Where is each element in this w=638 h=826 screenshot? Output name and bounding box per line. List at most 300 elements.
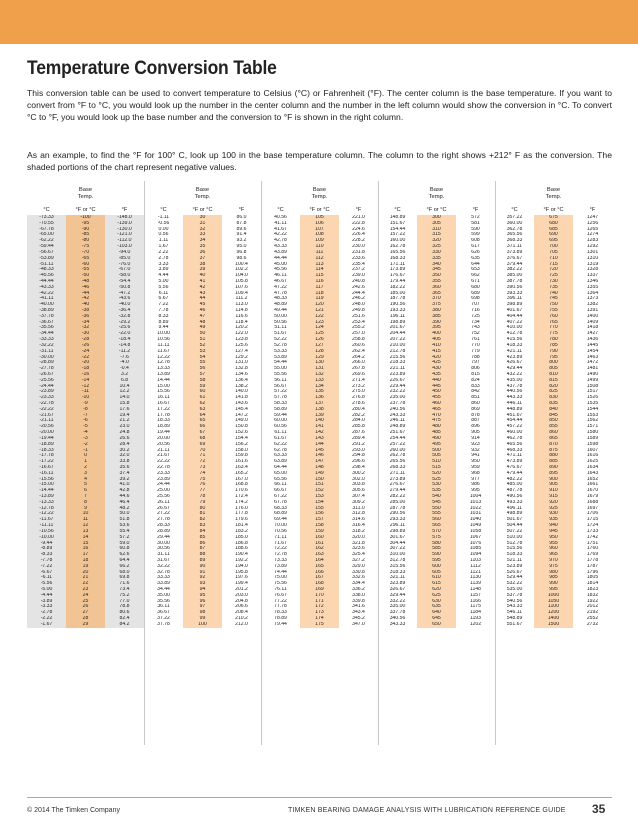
base-temp-cell: 28 bbox=[66, 616, 105, 622]
celsius-cell: 55.00 bbox=[274, 366, 287, 372]
fahrenheit-cell: 212.0 bbox=[235, 621, 248, 627]
celsius-cell: 385.00 bbox=[506, 273, 523, 279]
fahrenheit-cell: -112.0 bbox=[105, 238, 144, 244]
celsius-column-label: °C bbox=[511, 207, 518, 213]
celsius-cell: -1.11 bbox=[157, 215, 170, 220]
celsius-cell: 440.56 bbox=[506, 389, 523, 395]
fahrenheit-cell: 599 bbox=[471, 232, 480, 238]
celsius-cell: -15.00 bbox=[27, 482, 66, 488]
fahrenheit-cell: 104.0 bbox=[235, 273, 248, 279]
base-temp-cell: 565 bbox=[417, 523, 456, 529]
fahrenheit-cell: 177.8 bbox=[235, 511, 248, 517]
fahrenheit-cell: 284.0 bbox=[352, 418, 365, 424]
celsius-cell: 43.89 bbox=[274, 249, 287, 255]
celsius-cell: 75.00 bbox=[274, 575, 287, 581]
table-row bbox=[495, 622, 612, 628]
base-temp-cell: 700 bbox=[534, 244, 573, 250]
fahrenheit-cell: 905 bbox=[471, 430, 480, 436]
base-temp-cell: 57 bbox=[183, 372, 222, 378]
celsius-cell: 23.33 bbox=[157, 470, 170, 476]
celsius-column-label: °C bbox=[394, 207, 401, 213]
fahrenheit-cell: 230.0 bbox=[352, 244, 365, 250]
fahrenheit-cell: 761 bbox=[471, 337, 480, 343]
base-temp-cell: -42 bbox=[66, 296, 105, 302]
fahrenheit-cell: 1094 bbox=[469, 552, 482, 558]
base-temp-cell: 425 bbox=[417, 360, 456, 366]
fahrenheit-cell: 1787 bbox=[586, 563, 599, 569]
base-temp-cell: 795 bbox=[534, 355, 573, 361]
base-temp-cell: 138 bbox=[300, 407, 339, 413]
fahrenheit-cell: 15.8 bbox=[105, 401, 144, 407]
base-temp-cell: 620 bbox=[417, 587, 456, 593]
celsius-cell: -11.67 bbox=[27, 517, 66, 523]
base-temp-cell: 164 bbox=[300, 558, 339, 564]
fahrenheit-cell: -7.6 bbox=[105, 355, 144, 361]
fahrenheit-cell: 258.8 bbox=[352, 337, 365, 343]
base-temp-cell: 41 bbox=[183, 279, 222, 285]
fahrenheit-cell: 122.0 bbox=[235, 331, 248, 337]
base-temp-cell: 38 bbox=[183, 262, 222, 268]
celsius-cell: 11.67 bbox=[157, 348, 170, 354]
fahrenheit-cell: 237.2 bbox=[352, 267, 365, 273]
celsius-cell: 512.78 bbox=[506, 540, 523, 546]
fahrenheit-cell: 24.8 bbox=[105, 430, 144, 436]
fahrenheit-cell: 114.8 bbox=[235, 308, 248, 313]
fahrenheit-cell: 156.2 bbox=[235, 441, 248, 447]
base-temp-cell: 685 bbox=[534, 227, 573, 233]
celsius-cell: -3.89 bbox=[27, 599, 66, 605]
base-temp-cell: 435 bbox=[417, 372, 456, 378]
celsius-cell: 53.89 bbox=[274, 354, 287, 360]
fahrenheit-cell: 309.2 bbox=[352, 499, 365, 505]
fahrenheit-cell: 1040 bbox=[469, 517, 482, 523]
base-temp-cell: 130 bbox=[300, 360, 339, 366]
base-temp-cell: 875 bbox=[534, 448, 573, 454]
base-temp-cell: 113 bbox=[300, 262, 339, 268]
fahrenheit-cell: -0.4 bbox=[105, 366, 144, 372]
fahrenheit-cell: 143.6 bbox=[235, 401, 248, 406]
celsius-cell: 66.67 bbox=[274, 488, 287, 494]
base-temp-cell: 126 bbox=[300, 337, 339, 343]
fahrenheit-cell: 1463 bbox=[586, 354, 599, 360]
fahrenheit-cell: 118.4 bbox=[235, 319, 248, 325]
fahrenheit-cell: 1121 bbox=[470, 569, 481, 575]
fahrenheit-cell: 300.2 bbox=[352, 470, 365, 476]
celsius-cell: 393.33 bbox=[506, 290, 523, 296]
fahrenheit-cell: 127.4 bbox=[235, 348, 248, 354]
celsius-cell: 323.89 bbox=[389, 581, 406, 587]
fahrenheit-cell: 977 bbox=[471, 476, 480, 482]
fahrenheit-cell: 590 bbox=[471, 226, 480, 232]
base-temp-cell: 340 bbox=[417, 262, 456, 268]
fahrenheit-cell: 190.4 bbox=[235, 552, 248, 558]
base-column-label: °F or °C bbox=[192, 207, 213, 213]
fahrenheit-cell: 33.8 bbox=[105, 459, 144, 465]
base-temp-cell: -5 bbox=[66, 424, 105, 430]
celsius-cell: 65.56 bbox=[274, 476, 287, 482]
base-temp-cell: 90 bbox=[183, 564, 222, 570]
fahrenheit-cell: 203.0 bbox=[235, 592, 248, 598]
celsius-cell: 37.78 bbox=[157, 621, 170, 627]
celsius-cell: -16.67 bbox=[27, 465, 66, 471]
celsius-cell: 50.00 bbox=[274, 313, 287, 319]
celsius-cell: 254.44 bbox=[389, 435, 406, 441]
fahrenheit-cell: 77.0 bbox=[105, 599, 144, 605]
table-row bbox=[378, 622, 495, 628]
celsius-cell: 63.33 bbox=[274, 453, 287, 459]
celsius-cell: -27.78 bbox=[27, 366, 66, 372]
base-temp-cell: -16 bbox=[66, 372, 105, 378]
base-temp-cell: 69 bbox=[183, 442, 222, 448]
fahrenheit-cell: 1364 bbox=[586, 290, 599, 296]
fahrenheit-cell: 932 bbox=[471, 447, 480, 453]
base-temp-cell: 1000 bbox=[534, 593, 573, 599]
base-temp-cell: 13 bbox=[66, 529, 105, 535]
fahrenheit-cell: -130.0 bbox=[105, 227, 144, 233]
celsius-cell: 45.00 bbox=[274, 261, 287, 267]
base-temp-cell: 61 bbox=[183, 395, 222, 401]
base-temp-cell: 81 bbox=[183, 511, 222, 517]
celsius-cell: 15.00 bbox=[157, 383, 170, 389]
base-temp-cell: 35 bbox=[183, 244, 222, 250]
base-temp-cell: 960 bbox=[534, 546, 573, 552]
fahrenheit-cell: 95.0 bbox=[236, 244, 247, 250]
celsius-cell: -8.89 bbox=[27, 546, 66, 552]
fahrenheit-cell: 1031 bbox=[469, 511, 482, 517]
base-temp-cell: 55 bbox=[183, 360, 222, 366]
celsius-cell: 223.89 bbox=[389, 371, 406, 377]
base-temp-cell: 770 bbox=[534, 325, 573, 331]
celsius-cell: 48.33 bbox=[274, 296, 287, 302]
base-temp-cell: 34 bbox=[183, 238, 222, 244]
celsius-cell: 9.44 bbox=[158, 325, 169, 331]
celsius-cell: 168.33 bbox=[389, 255, 406, 261]
celsius-cell: -53.89 bbox=[27, 256, 66, 262]
celsius-cell: 446.11 bbox=[506, 401, 523, 406]
celsius-cell: 2.78 bbox=[158, 255, 169, 261]
celsius-cell: -18.33 bbox=[27, 448, 66, 454]
base-temp-cell: 545 bbox=[417, 500, 456, 506]
celsius-cell: 418.33 bbox=[506, 342, 523, 348]
celsius-cell: 382.22 bbox=[506, 267, 523, 273]
celsius-cell: 476.67 bbox=[506, 464, 523, 470]
fahrenheit-cell: 986 bbox=[471, 482, 480, 488]
fahrenheit-cell: 260.6 bbox=[352, 342, 365, 348]
fahrenheit-cell: 192.2 bbox=[235, 557, 248, 563]
fahrenheit-cell: 734 bbox=[471, 319, 480, 325]
celsius-cell: 426.67 bbox=[506, 360, 523, 366]
base-temp-cell: -32 bbox=[66, 325, 105, 331]
fahrenheit-cell: 134.6 bbox=[235, 371, 248, 377]
base-temp-cell: 63 bbox=[183, 407, 222, 413]
base-temp-cell: 147 bbox=[300, 459, 339, 465]
base-temp-cell: 690 bbox=[534, 232, 573, 238]
celsius-cell: 196.11 bbox=[389, 313, 406, 319]
base-temp-cell: 21 bbox=[66, 575, 105, 581]
base-temp-cell: 755 bbox=[534, 308, 573, 314]
base-temp-cell: -50 bbox=[66, 273, 105, 279]
base-temp-cell: 780 bbox=[534, 337, 573, 343]
celsius-cell: 523.89 bbox=[506, 563, 523, 569]
fahrenheit-cell: 289.4 bbox=[352, 435, 365, 441]
celsius-cell: 35.56 bbox=[157, 598, 170, 604]
celsius-cell: 540.56 bbox=[506, 598, 523, 604]
table-group-header bbox=[261, 181, 378, 213]
celsius-cell: 340.56 bbox=[389, 616, 406, 622]
fahrenheit-cell: 1013 bbox=[469, 499, 482, 505]
fahrenheit-cell: 12.2 bbox=[105, 389, 144, 395]
base-temp-cell: 415 bbox=[417, 349, 456, 355]
base-temp-cell: 810 bbox=[534, 372, 573, 378]
celsius-cell: 246.11 bbox=[389, 418, 406, 424]
celsius-cell: -40.00 bbox=[27, 302, 66, 308]
celsius-cell: 56.67 bbox=[274, 383, 287, 389]
celsius-cell: 28.33 bbox=[157, 523, 170, 529]
fahrenheit-cell: 3.2 bbox=[105, 372, 144, 378]
base-temp-cell: 920 bbox=[534, 500, 573, 506]
base-temp-cell: 355 bbox=[417, 279, 456, 285]
celsius-cell: 0.00 bbox=[158, 226, 169, 232]
base-temp-cell: 490 bbox=[417, 436, 456, 442]
base-temp-cell: 64 bbox=[183, 413, 222, 419]
base-temp-cell: 370 bbox=[417, 296, 456, 302]
celsius-cell: 496.11 bbox=[506, 505, 523, 511]
fahrenheit-cell: 278.6 bbox=[352, 401, 365, 406]
base-temp-cell: 430 bbox=[417, 366, 456, 372]
base-temp-cell: 310 bbox=[417, 227, 456, 233]
celsius-cell: -21.67 bbox=[27, 413, 66, 419]
base-temp-cell: -14 bbox=[66, 378, 105, 384]
fahrenheit-cell: 163.4 bbox=[235, 464, 248, 470]
fahrenheit-cell: 140.0 bbox=[235, 389, 248, 395]
base-temp-cell: 880 bbox=[534, 453, 573, 459]
fahrenheit-cell: 69.8 bbox=[105, 575, 144, 581]
celsius-cell: 279.44 bbox=[389, 488, 406, 494]
celsius-cell: 335.00 bbox=[389, 604, 406, 610]
fahrenheit-cell: 1643 bbox=[586, 470, 599, 476]
base-temp-cell: 100 bbox=[183, 622, 222, 628]
intro-paragraph: This conversion table can be used to convert temperature to Celsius (°C) or Fahrenheit (°F). The center column is the base temperature. If you want to convert from °F to °C, you would look up the number in the center column and the number in the left column would show the conversion in °C. To convert °C to °F, you would look up the base number and the conversion to °F is shown in the right column. bbox=[27, 88, 612, 122]
fahrenheit-cell: 1580 bbox=[586, 430, 599, 436]
base-temp-cell: 330 bbox=[417, 250, 456, 256]
base-temp-cell: 740 bbox=[534, 291, 573, 297]
fahrenheit-cell: 298.4 bbox=[352, 464, 365, 470]
celsius-cell: -26.67 bbox=[27, 372, 66, 378]
celsius-cell: -23.89 bbox=[27, 389, 66, 395]
base-temp-cell: 790 bbox=[534, 349, 573, 355]
celsius-cell: 69.44 bbox=[274, 517, 287, 523]
base-temp-cell: 630 bbox=[417, 599, 456, 605]
celsius-cell: 365.56 bbox=[506, 232, 523, 238]
celsius-cell: 7.78 bbox=[158, 308, 169, 313]
celsius-cell: 34.44 bbox=[157, 587, 170, 592]
celsius-cell: 185.00 bbox=[389, 290, 406, 296]
base-temp-cell: 625 bbox=[417, 593, 456, 599]
celsius-cell: 551.67 bbox=[506, 621, 523, 627]
celsius-cell: 35.00 bbox=[157, 592, 170, 598]
fahrenheit-cell: 1445 bbox=[586, 342, 599, 348]
base-temp-cell: 75 bbox=[183, 477, 222, 483]
fahrenheit-cell: 80.6 bbox=[105, 610, 144, 616]
celsius-cell: 26.11 bbox=[157, 499, 170, 505]
base-temp-cell: -70 bbox=[66, 250, 105, 256]
fahrenheit-cell: 154.4 bbox=[235, 435, 248, 441]
fahrenheit-cell: 644 bbox=[471, 261, 480, 267]
fahrenheit-cell: 662 bbox=[471, 273, 480, 279]
base-temp-cell: 54 bbox=[183, 355, 222, 361]
base-temp-cell: 146 bbox=[300, 453, 339, 459]
top-color-band bbox=[0, 0, 638, 44]
fahrenheit-cell: 1301 bbox=[586, 249, 599, 255]
fahrenheit-cell: 343.4 bbox=[352, 610, 365, 616]
base-temp-cell: 860 bbox=[534, 430, 573, 436]
fahrenheit-cell: 89.6 bbox=[236, 226, 247, 232]
base-temp-cell: -28 bbox=[66, 337, 105, 343]
fahrenheit-cell: 303.8 bbox=[352, 482, 365, 488]
celsius-cell: 24.44 bbox=[157, 482, 170, 488]
celsius-cell: -6.67 bbox=[27, 570, 66, 576]
group-divider bbox=[261, 181, 262, 745]
base-temp-cell: 59 bbox=[183, 384, 222, 390]
base-temp-cell: 67 bbox=[183, 430, 222, 436]
celsius-cell: 8.33 bbox=[158, 313, 169, 319]
base-temp-cell: 405 bbox=[417, 337, 456, 343]
fahrenheit-cell: 347.0 bbox=[352, 621, 365, 627]
base-temp-cell: 149 bbox=[300, 471, 339, 477]
celsius-cell: 296.11 bbox=[389, 523, 406, 529]
base-temp-cell: 85 bbox=[183, 535, 222, 541]
celsius-cell: 37.22 bbox=[157, 616, 170, 622]
base-temp-cell: 31 bbox=[183, 221, 222, 227]
fahrenheit-cell: 294.8 bbox=[352, 453, 365, 459]
celsius-cell: -19.44 bbox=[27, 436, 66, 442]
base-temp-cell: 140 bbox=[300, 418, 339, 424]
fahrenheit-cell: 62.6 bbox=[105, 552, 144, 558]
fahrenheit-cell: 244.4 bbox=[352, 290, 365, 296]
base-temp-cell: 365 bbox=[417, 291, 456, 297]
fahrenheit-cell: -54.4 bbox=[105, 279, 144, 285]
fahrenheit-cell: 1103 bbox=[470, 557, 481, 563]
fahrenheit-cell: 159.8 bbox=[235, 453, 248, 459]
fahrenheit-cell: 131.0 bbox=[235, 360, 248, 366]
base-temp-cell: 133 bbox=[300, 378, 339, 384]
base-temp-cell: 151 bbox=[300, 482, 339, 488]
celsius-cell: 17.78 bbox=[157, 412, 170, 418]
base-temp-cell: 7 bbox=[66, 494, 105, 500]
base-temp-cell: 560 bbox=[417, 517, 456, 523]
celsius-cell: 68.33 bbox=[274, 505, 287, 511]
base-temp-cell: -48 bbox=[66, 279, 105, 285]
celsius-cell: 251.67 bbox=[389, 430, 406, 436]
base-temp-cell: 22 bbox=[66, 581, 105, 587]
celsius-cell: 14.44 bbox=[157, 377, 170, 383]
base-temp-cell: 65 bbox=[183, 418, 222, 424]
celsius-cell: 2.22 bbox=[158, 249, 169, 255]
base-temp-cell: 455 bbox=[417, 395, 456, 401]
fahrenheit-cell: 1418 bbox=[586, 325, 599, 331]
fahrenheit-cell: 887 bbox=[471, 418, 480, 424]
base-temp-cell: 1100 bbox=[534, 604, 573, 610]
celsius-cell: 0.56 bbox=[158, 232, 169, 238]
fahrenheit-cell: 617 bbox=[471, 244, 480, 250]
fahrenheit-cell: 1049 bbox=[469, 523, 482, 529]
celsius-cell: 379.44 bbox=[506, 261, 523, 267]
fahrenheit-cell: 1346 bbox=[586, 278, 599, 284]
fahrenheit-cell: 206.6 bbox=[235, 604, 248, 610]
celsius-cell: 77.78 bbox=[274, 604, 287, 610]
celsius-cell: 232.22 bbox=[389, 389, 406, 395]
fahrenheit-cell: 959 bbox=[471, 464, 480, 470]
base-temp-cell: 6 bbox=[66, 488, 105, 494]
fahrenheit-cell: 123.8 bbox=[235, 337, 248, 343]
fahrenheit-cell: 233.6 bbox=[352, 255, 365, 261]
celsius-cell: 526.67 bbox=[506, 569, 523, 575]
fahrenheit-cell: 1274 bbox=[586, 232, 599, 238]
celsius-cell: 8.89 bbox=[158, 319, 169, 325]
celsius-cell: 343.33 bbox=[389, 621, 406, 627]
base-temp-cell: 320 bbox=[417, 238, 456, 244]
base-temp-cell: 0 bbox=[66, 453, 105, 459]
fahrenheit-cell: 235.4 bbox=[352, 261, 365, 267]
celsius-cell: -12.78 bbox=[27, 506, 66, 512]
base-temp-cell: 725 bbox=[534, 273, 573, 279]
fahrenheit-cell: -18.4 bbox=[105, 337, 144, 343]
base-temp-cell: 27 bbox=[66, 610, 105, 616]
celsius-cell: 276.67 bbox=[389, 482, 406, 488]
base-temp-cell: 840 bbox=[534, 407, 573, 413]
celsius-cell: 290.56 bbox=[389, 511, 406, 517]
base-temp-cell: 155 bbox=[300, 506, 339, 512]
base-temp-cell: 152 bbox=[300, 488, 339, 494]
fahrenheit-cell: 1553 bbox=[586, 412, 599, 418]
celsius-cell: 3.89 bbox=[158, 267, 169, 273]
fahrenheit-cell: 53.6 bbox=[105, 523, 144, 529]
celsius-cell: 218.33 bbox=[389, 360, 406, 366]
celsius-cell: 60.00 bbox=[274, 418, 287, 424]
celsius-cell: -37.78 bbox=[27, 314, 66, 320]
celsius-cell: 1.67 bbox=[158, 244, 169, 250]
celsius-cell: 226.67 bbox=[389, 377, 406, 383]
celsius-cell: 429.44 bbox=[506, 366, 523, 372]
base-temp-cell: 95 bbox=[183, 593, 222, 599]
base-temp-cell: 110 bbox=[300, 244, 339, 250]
fahrenheit-cell: 224.6 bbox=[352, 226, 365, 232]
base-temp-cell: 52 bbox=[183, 343, 222, 349]
fahrenheit-cell: 1373 bbox=[586, 296, 599, 302]
celsius-cell: 304.44 bbox=[389, 540, 406, 546]
fahrenheit-cell: 1607 bbox=[586, 447, 599, 453]
fahrenheit-cell: 188.6 bbox=[235, 546, 248, 552]
fahrenheit-cell: 255.2 bbox=[352, 325, 365, 331]
base-temp-cell: 48 bbox=[183, 320, 222, 326]
celsius-cell: 78.89 bbox=[274, 616, 287, 622]
fahrenheit-cell: 17.6 bbox=[105, 407, 144, 413]
fahrenheit-cell: 19.4 bbox=[105, 413, 144, 419]
base-temp-cell: 845 bbox=[534, 413, 573, 419]
celsius-cell: 171.11 bbox=[389, 261, 406, 267]
celsius-cell: 468.33 bbox=[506, 447, 523, 453]
celsius-cell: 60.56 bbox=[274, 424, 287, 430]
fahrenheit-cell: 1184 bbox=[470, 610, 481, 616]
base-temp-cell: 23 bbox=[66, 587, 105, 593]
base-temp-cell: -24 bbox=[66, 349, 105, 355]
fahrenheit-cell: 1679 bbox=[586, 494, 599, 499]
fahrenheit-cell: 707 bbox=[471, 302, 480, 308]
fahrenheit-cell: 21.2 bbox=[105, 418, 144, 424]
fahrenheit-cell: 285.8 bbox=[352, 424, 365, 430]
fahrenheit-cell: 71.6 bbox=[105, 581, 144, 587]
celsius-cell: 521.11 bbox=[506, 557, 523, 563]
